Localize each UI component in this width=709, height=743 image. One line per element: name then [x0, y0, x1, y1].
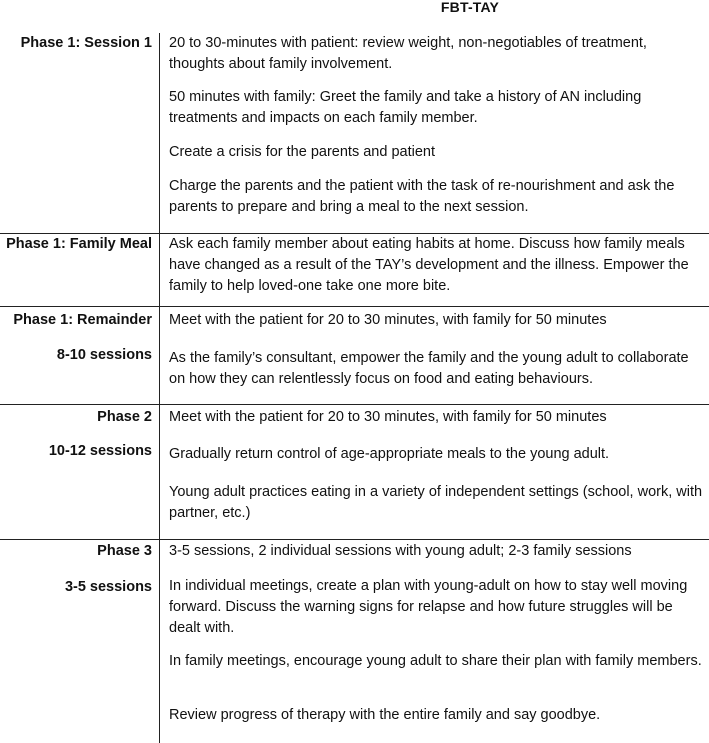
phase-label: Phase 2: [97, 409, 152, 425]
row-paragraph: Young adult practices eating in a variety of independent settings (school, work, with partner, etc.): [169, 484, 703, 521]
row-paragraph: 3-5 sessions, 2 individual sessions with young adult; 2-3 family sessions: [169, 543, 632, 559]
row-divider: [0, 306, 709, 307]
row-paragraph: Charge the parents and the patient with the task of re-nourishment and ask the parents to prepare and bring a meal to the next session.: [169, 178, 675, 215]
row-paragraph: In individual meetings, create a plan with young-adult on how to stay well moving forward. Discuss the warning signs for relapse and how future struggles will be dealt with.: [169, 578, 688, 636]
row-paragraph: 50 minutes with family: Greet the family and take a history of AN including treatments and impacts on each family member.: [169, 89, 642, 126]
row-paragraph: Create a crisis for the parents and patient: [169, 144, 435, 160]
page-title: FBT-TAY: [440, 0, 500, 15]
column-divider: [159, 33, 160, 743]
session-count-label: 3-5 sessions: [64, 579, 152, 595]
session-count-label: 8-10 sessions: [56, 347, 152, 363]
row-paragraph: Gradually return control of age-appropriate meals to the young adult.: [169, 446, 610, 462]
row-paragraph: 20 to 30-minutes with patient: review weight, non-negotiables of treatment, thoughts about family involvement.: [169, 35, 647, 72]
row-paragraph: Meet with the patient for 20 to 30 minutes, with family for 50 minutes: [169, 409, 607, 425]
row-paragraph: As the family’s consultant, empower the family and the young adult to collaborate on how they can relentlessly focus on food and eating behaviours.: [169, 350, 689, 387]
row-paragraph: Ask each family member about eating habits at home. Discuss how family meals have changed as a result of the TAY’s development and the illness. Empower the family to help loved-one take one more bite.: [169, 236, 689, 294]
row-divider: [0, 404, 709, 405]
row-paragraph: In family meetings, encourage young adult to share their plan with family members.: [169, 653, 702, 669]
phase-label: Phase 1: Session 1: [20, 35, 152, 51]
row-paragraph: Meet with the patient for 20 to 30 minutes, with family for 50 minutes: [169, 312, 607, 328]
phase-label: Phase 1: Family Meal: [6, 236, 152, 252]
phase-label: Phase 1: Remainder: [13, 312, 152, 328]
phase-label: Phase 3: [97, 543, 152, 559]
session-count-label: 10-12 sessions: [48, 443, 152, 459]
row-paragraph: Review progress of therapy with the entire family and say goodbye.: [169, 707, 601, 723]
row-divider: [0, 539, 709, 540]
